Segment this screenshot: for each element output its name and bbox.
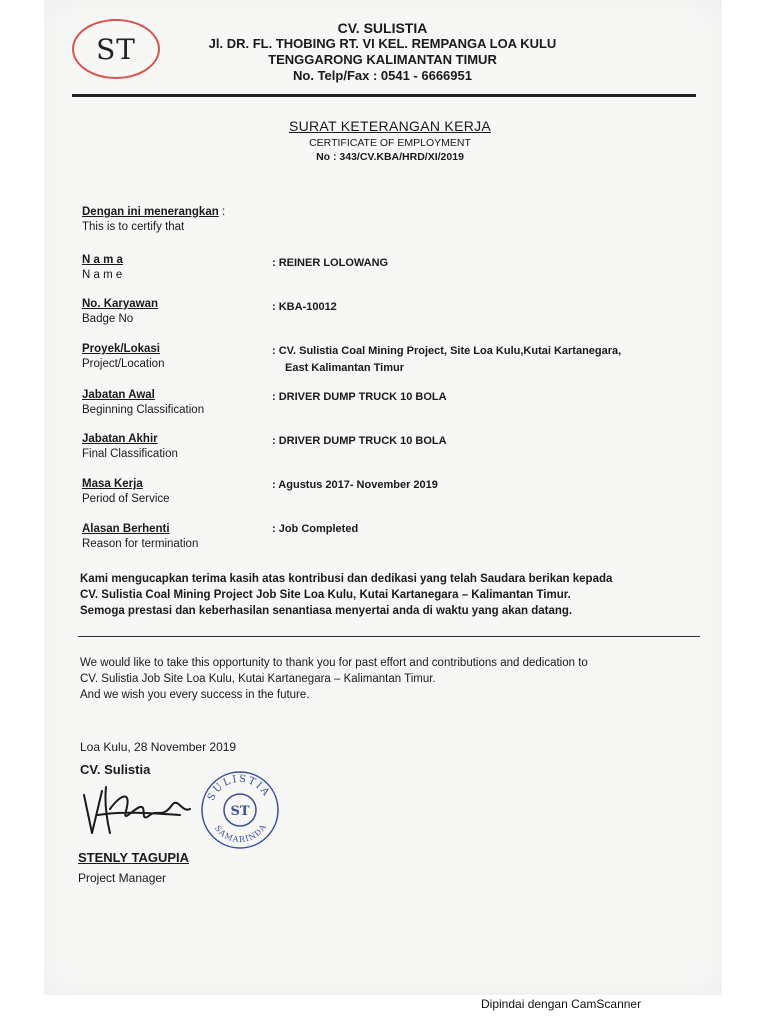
closing-id-line: Kami mengucapkan terima kasih atas kontribusi dan dedikasi yang telah Saudara berikan kepada [80,573,613,585]
company-stamp [198,768,282,852]
address-line-2: TENGGARONG KALIMANTAN TIMUR [268,52,497,67]
field-label-en: Beginning Classification [82,404,205,416]
intro-id: Dengan ini menerangkan [82,206,219,218]
closing-en-line: And we wish you every success in the future. [80,689,310,701]
field-value-line2: East Kalimantan Timur [285,362,404,374]
field-label-en: Badge No [82,313,134,325]
phone-line: No. Telp/Fax : 0541 - 6666951 [293,68,472,83]
field-label-id: Proyek/Lokasi [82,343,160,355]
field-label-id: Jabatan Awal [82,389,155,401]
closing-id-line: CV. Sulistia Coal Mining Project Job Site Loa Kulu, Kutai Kartanegara – Kalimantan Timur. [80,589,571,601]
field-value: : KBA-10012 [272,301,337,313]
company-name: CV. SULISTIA [337,20,428,36]
handwritten-signature [80,775,210,845]
signatory-company: CV. Sulistia [80,762,151,777]
field-value: : Job Completed [272,523,359,535]
field-value: : REINER LOLOWANG [272,257,389,269]
field-label-id: Alasan Berhenti [82,523,170,535]
logo-text: ST [96,32,136,66]
letterhead [160,20,605,84]
field-label-id: N a m a [82,254,123,266]
field-value: : Agustus 2017- November 2019 [272,479,438,491]
field-row [82,523,682,550]
field-label-en: N a m e [82,269,123,281]
field-value: : CV. Sulistia Coal Mining Project, Site Loa Kulu,Kutai Kartanegara, [272,345,622,357]
field-label-id: Jabatan Akhir [82,433,158,445]
scanner-watermark: Dipindai dengan CamScanner [481,997,642,1011]
section-divider [78,636,700,637]
closing-paragraph-en [80,655,710,703]
field-label-id: Masa Kerja [82,478,143,490]
field-label-en: Reason for termination [82,538,199,550]
letterhead-divider [72,94,696,97]
closing-en-line: CV. Sulistia Job Site Loa Kulu, Kutai Kartanegara – Kalimantan Timur. [80,673,436,685]
title-sub: CERTIFICATE OF EMPLOYMENT [309,137,471,149]
field-label-id: No. Karyawan [82,298,159,310]
field-label-en: Period of Service [82,493,170,505]
stamp-center: ST [230,804,250,819]
place-date: Loa Kulu, 28 November 2019 [80,740,237,754]
field-label-en: Final Classification [82,448,178,460]
field-value: : DRIVER DUMP TRUCK 10 BOLA [272,391,447,403]
intro-colon: : [221,206,226,218]
signatory-name: STENLY TAGUPIA [78,850,190,865]
company-logo [72,19,160,79]
stamp-text-bottom: SAMARINDA [212,822,269,845]
field-label-en: Project/Location [82,358,165,370]
signatory-role: Project Manager [78,871,167,885]
stamp-text-top: SULISTIA [205,773,273,803]
field-value: : DRIVER DUMP TRUCK 10 BOLA [272,435,447,447]
title-main: SURAT KETERANGAN KERJA [288,118,492,134]
intro-en: This is to certify that [82,221,185,233]
intro [82,206,682,233]
svg-text:SULISTIA [206,774,272,803]
closing-paragraph-id [80,571,710,619]
closing-id-line: Semoga prestasi dan keberhasilan senantiasa menyertai anda di waktu yang akan datang. [80,605,573,617]
address-line-1: Jl. DR. FL. THOBING RT. VI KEL. REMPANGA LOA KULU [208,36,557,51]
closing-en-line: We would like to take this opportunity to thank you for past effort and contributions and dedication to [80,657,588,669]
document-number: No : 343/CV.KBA/HRD/XI/2019 [316,151,464,163]
document-title [230,118,550,163]
field-row [82,298,682,325]
